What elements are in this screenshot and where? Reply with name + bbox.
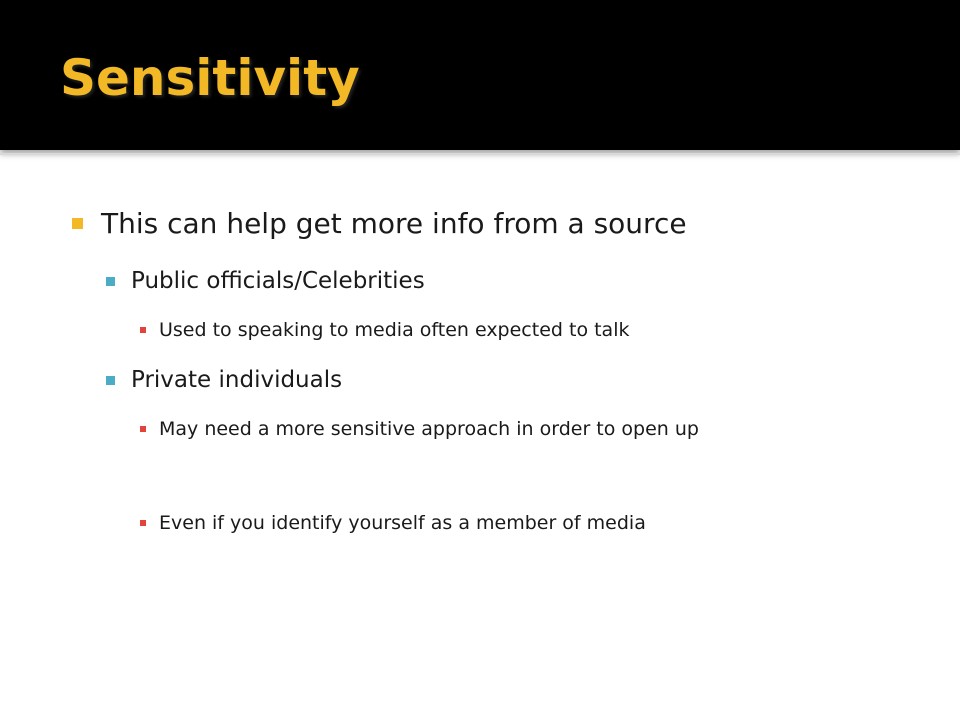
- level3-bullet-icon: [140, 327, 146, 333]
- level3-bullet-icon: [140, 520, 146, 526]
- bullet-item-level3: Used to speaking to media often expected to talk: [159, 319, 630, 341]
- level1-bullet-icon: [72, 218, 83, 229]
- level2-bullet-icon: [106, 277, 115, 286]
- slide-title: Sensitivity: [60, 49, 360, 107]
- bullet-item-level3: May need a more sensitive approach in order to open up: [159, 418, 699, 440]
- level2-bullet-icon: [106, 376, 115, 385]
- level3-bullet-icon: [140, 426, 146, 432]
- bullet-item-level2: Private individuals: [131, 367, 343, 393]
- bullet-item-level3: Even if you identify yourself as a member of media: [159, 512, 646, 534]
- bullet-item-level2: Public officials/Celebrities: [131, 268, 425, 294]
- bullet-item-level1: This can help get more info from a source: [101, 207, 687, 240]
